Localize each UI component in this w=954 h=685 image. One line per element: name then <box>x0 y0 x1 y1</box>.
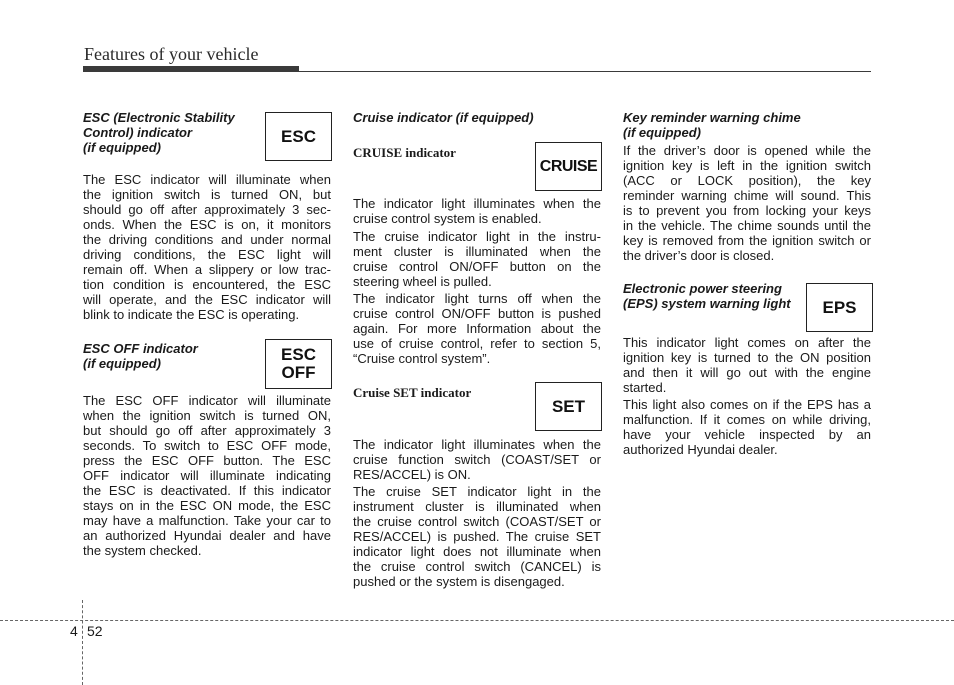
esc-off-indicator-icon: ESC OFF <box>265 339 332 389</box>
footer-dashed-divider <box>82 600 83 685</box>
text-line: tion condition is encountered, the ESC <box>83 277 331 292</box>
eps-body-text-1 <box>623 335 871 395</box>
text-line: This light also comes on if the EPS has a <box>623 397 871 412</box>
text-line: blink to indicate the ESC is operating. <box>83 307 300 322</box>
esc-off-body-text <box>83 393 331 558</box>
text-line: “Cruise control system”. <box>353 351 491 366</box>
text-line: RES/ACCEL) is pushed. The cruise SET <box>353 529 601 544</box>
cruise-body-text-2 <box>353 229 601 289</box>
text-line: in the vehicle. The chime sounds until the <box>623 218 871 233</box>
text-line: ignition key is turned to the ON position <box>623 350 871 365</box>
text-line: driving conditions, the ESC light will <box>83 247 331 262</box>
text-line: The cruise indicator light in the instru- <box>353 229 601 244</box>
text-line: This indicator light comes on after the <box>623 335 871 350</box>
text-line: remain off. When a slippery or low trac- <box>83 262 331 277</box>
text-line: indicator light does not illuminate when <box>353 544 601 559</box>
text-line: the ESC is deactivated. If this indicator <box>83 483 331 498</box>
eps-body-text-2 <box>623 397 871 457</box>
text-line: authorized Hyundai dealer. <box>623 442 778 457</box>
esc-off-heading: ESC OFF indicator (if equipped) <box>83 341 198 371</box>
esc-heading: ESC (Electronic Stability Control) indicator (if equipped) <box>83 110 235 155</box>
text-line: the system checked. <box>83 543 202 558</box>
footer-dashed-rule <box>0 620 954 621</box>
text-line: reminder warning chime will sound. This <box>623 188 871 203</box>
text-line: OFF indicator will illuminate indicating <box>83 468 331 483</box>
text-line: started. <box>623 380 667 395</box>
set-body-text-1 <box>353 437 601 482</box>
text-line: stays on in the ESC ON mode, the ESC <box>83 498 331 513</box>
eps-heading: Electronic power steering (EPS) system warning light <box>623 281 791 311</box>
set-body-text-2 <box>353 484 601 589</box>
text-line: pushed or the system is disengaged. <box>353 574 565 589</box>
text-line: The indicator light illuminates when the <box>353 437 601 452</box>
text-line: The ESC indicator will illuminate when <box>83 172 331 187</box>
text-line: seconds. To switch to ESC OFF mode, <box>83 438 331 453</box>
cruise-indicator-icon: CRUISE <box>535 142 602 191</box>
text-line: should go off after approximately 3 sec- <box>83 202 331 217</box>
text-line: press the ESC OFF button. The ESC <box>83 453 331 468</box>
text-line: and then it will go out with the engine <box>623 365 871 380</box>
esc-indicator-icon: ESC <box>265 112 332 161</box>
text-line: an authorized Hyundai dealer and have <box>83 528 331 543</box>
page-number: 52 <box>87 623 103 639</box>
key-reminder-body-text <box>623 143 871 263</box>
text-line: will operate, and the ESC indicator will <box>83 292 331 307</box>
text-line: ment cluster is illuminated when the <box>353 244 601 259</box>
text-line: but should go off after approximately 3 <box>83 423 331 438</box>
text-line: cruise control system is enabled. <box>353 211 542 226</box>
text-line: cruise control ON/OFF button on the <box>353 259 601 274</box>
text-line: again. For more Information about the <box>353 321 601 336</box>
text-line: the ignition switch is turned ON, but <box>83 187 331 202</box>
text-line: have your vehicle inspected by an <box>623 427 871 442</box>
text-line: key is removed from the ignition switch or <box>623 233 871 248</box>
cruise-body-text-1 <box>353 196 601 226</box>
text-line: The ESC OFF indicator will illuminate <box>83 393 331 408</box>
text-line: cruise function switch (COAST/SET or <box>353 452 601 467</box>
text-line: The cruise SET indicator light in the <box>353 484 601 499</box>
page-section-title: Features of your vehicle <box>84 44 259 64</box>
cruise-subheading: CRUISE indicator <box>353 145 456 160</box>
cruise-heading: Cruise indicator (if equipped) <box>353 110 534 125</box>
text-line: when the ignition switch is turned ON, <box>83 408 331 423</box>
text-line: the cruise control switch (COAST/SET or <box>353 514 601 529</box>
cruise-set-subheading: Cruise SET indicator <box>353 385 472 400</box>
text-line: the cruise control switch (CANCEL) is <box>353 559 601 574</box>
key-reminder-heading: Key reminder warning chime (if equipped) <box>623 110 801 140</box>
text-line: The indicator light illuminates when the <box>353 196 601 211</box>
text-line: the driver’s door is closed. <box>623 248 775 263</box>
text-line: may have a malfunction. Take your car to <box>83 513 331 528</box>
set-indicator-icon: SET <box>535 382 602 431</box>
text-line: is to prevent you from locking your keys <box>623 203 871 218</box>
text-line: (ACC or LOCK position), the key <box>623 173 871 188</box>
esc-body-text <box>83 172 331 322</box>
text-line: malfunction. If it comes on while driving, <box>623 412 871 427</box>
cruise-body-text-3 <box>353 291 601 366</box>
text-line: use of cruise control, refer to section 5, <box>353 336 601 351</box>
header-thin-rule <box>83 71 871 72</box>
text-line: onds. When the ESC is on, it monitors <box>83 217 331 232</box>
text-line: If the driver’s door is opened while the <box>623 143 871 158</box>
chapter-number: 4 <box>70 623 78 639</box>
text-line: the driving conditions and under normal <box>83 232 331 247</box>
text-line: The indicator light turns off when the <box>353 291 601 306</box>
text-line: steering wheel is pulled. <box>353 274 492 289</box>
text-line: instrument cluster is illuminated when <box>353 499 601 514</box>
text-line: ignition key is left in the ignition switch <box>623 158 871 173</box>
text-line: RES/ACCEL) is ON. <box>353 467 471 482</box>
text-line: cruise control ON/OFF button is pushed <box>353 306 601 321</box>
eps-indicator-icon: EPS <box>806 283 873 332</box>
